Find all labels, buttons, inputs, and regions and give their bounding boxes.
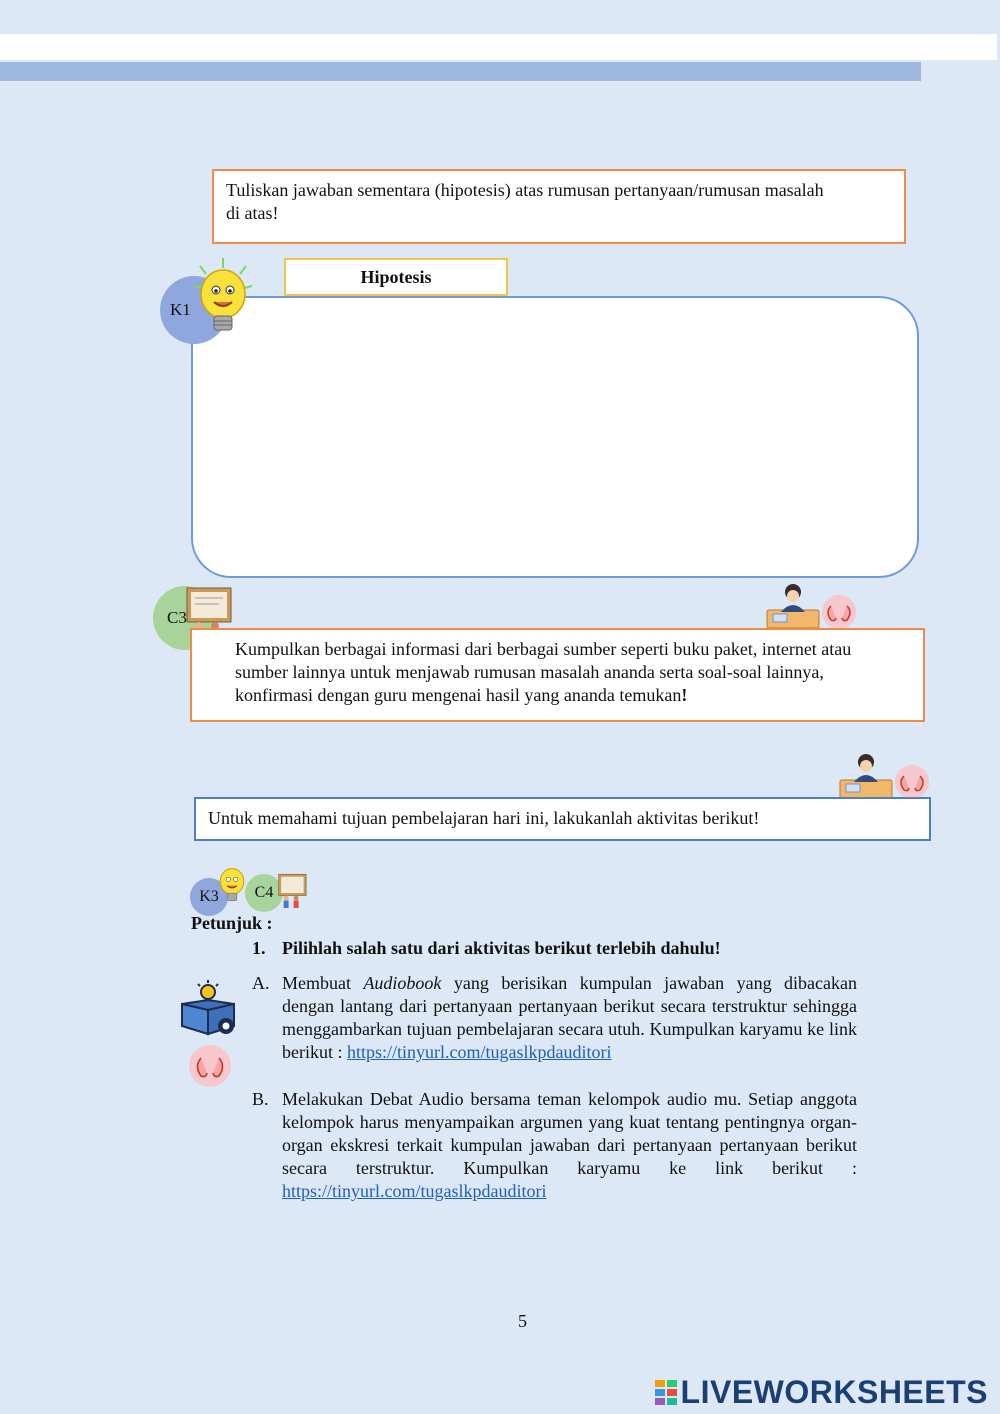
collect-info-line1: Kumpulkan berbagai informasi dari berbagai sumber seperti buku paket, internet atau [235,639,852,659]
idea-box-gear-icon [178,978,238,1038]
objective-text: Untuk memahami tujuan pembelajaran hari ini, lakukanlah aktivitas berikut! [208,808,760,828]
collect-info-exclaim: ! [681,685,688,705]
option-a-letter: A. [252,973,270,993]
option-b-body: Melakukan Debat Audio bersama teman kelompok audio mu. Setiap anggota kelompok harus menyampaikan argumen yang kuat tentang pentingnya organ-organ ekskresi terkait kumpulan jawaban dari pertanyaan pertanyaan berikut secara terstruktur. Kumpulkan karyamu ke link berikut : [282,1089,866,1178]
liveworksheets-logo[interactable] [655,1374,988,1411]
option-a-italic: Audiobook [363,973,442,993]
option-a-text [282,972,857,1064]
objective-box [194,797,931,841]
option-a-link[interactable]: https://tinyurl.com/tugaslkpdauditori [347,1042,612,1062]
option-a-prefix: Membuat [282,973,364,993]
lightbulb-character-icon-small [214,860,250,906]
teacher-listening-icon [765,582,863,632]
step-text: Pilihlah salah satu dari aktivitas berikut terlebih dahulu! [282,938,721,958]
option-b-text [282,1088,866,1203]
k3-badge-label: K3 [199,888,219,905]
hypothesis-title: Hipotesis [284,258,508,296]
hypothesis-answer-area[interactable] [191,296,919,578]
header-blue-band [0,62,921,81]
k1-badge-label: K1 [170,300,191,319]
option-b-letter: B. [252,1089,269,1109]
option-a-rest: yang berisikan kumpulan jawaban yang dibacakan dengan lantang dari pertanyaan pertanyaan berikut secara terstruktur sehingga menggambarkan tujuan pembelajaran secara utuh. Kumpulkan karyamu ke link berikut : [282,973,857,1062]
step-number: 1. [252,938,266,958]
collect-info-line3 [235,684,911,707]
hypothesis-prompt-box [212,169,906,244]
header-white-band [0,34,997,60]
step-1 [252,937,721,960]
teacher-listening-icon-2 [838,752,936,802]
page-number: 5 [518,1311,527,1331]
collect-info-box [190,628,925,722]
classroom-board-icon-small [272,873,314,913]
option-b-link[interactable]: https://tinyurl.com/tugaslkpdauditori [282,1181,547,1201]
liveworksheets-grid-icon [655,1380,677,1406]
hypothesis-prompt-line2: di atas! [226,203,279,223]
lightbulb-character-icon [190,254,256,340]
hypothesis-prompt-line1: Tuliskan jawaban sementara (hipotesis) atas rumusan pertanyaan/rumusan masalah [226,180,824,200]
c4-badge-label: C4 [254,884,274,901]
collect-info-line3-text: konfirmasi dengan guru mengenai hasil yang ananda temukan [235,685,682,705]
collect-info-line2: sumber lainnya untuk menjawab rumusan masalah ananda serta soal-soal lainnya, [235,662,824,682]
ears-listening-icon [188,1044,232,1088]
c3-badge-label: C3 [167,608,187,627]
liveworksheets-brand: LIVEWORKSHEETS [680,1374,988,1410]
instructions-heading: Petunjuk : [191,913,273,933]
